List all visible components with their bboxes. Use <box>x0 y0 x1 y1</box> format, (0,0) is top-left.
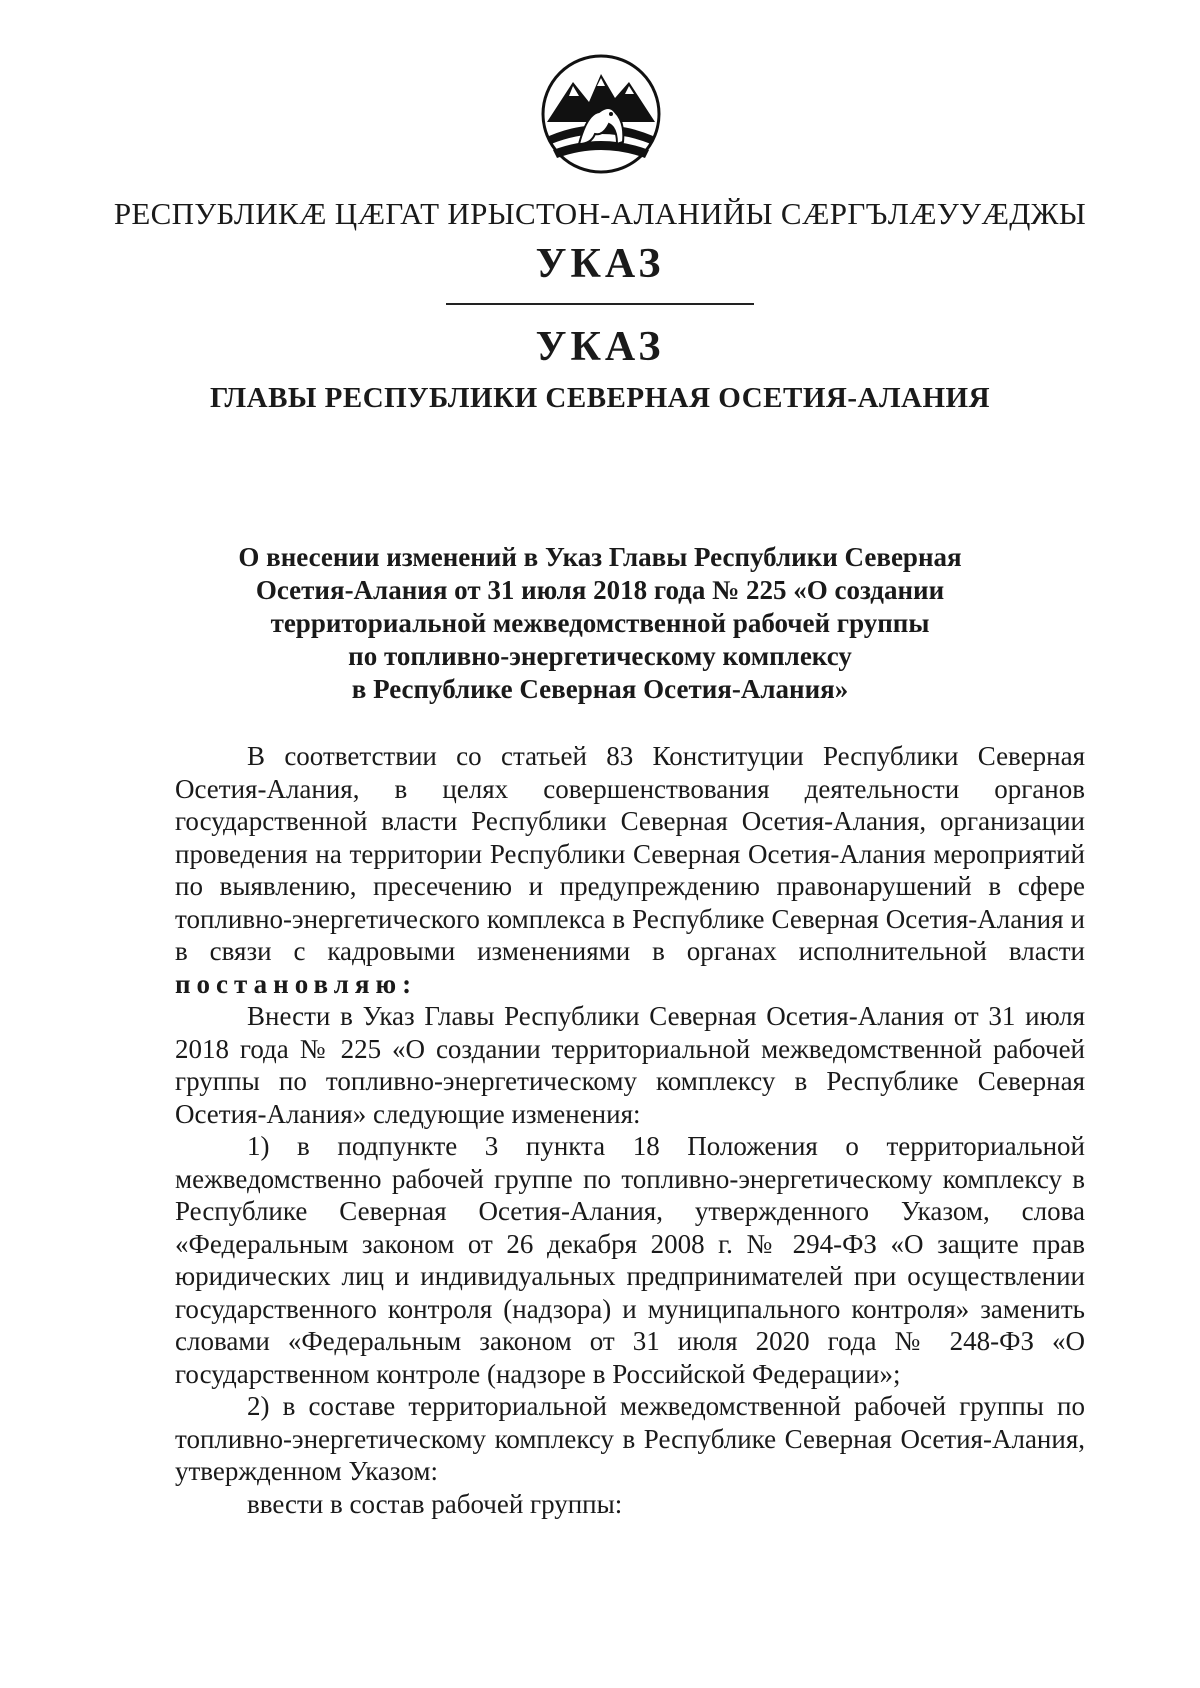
title-line: по топливно-энергетическому комплексу <box>348 641 852 671</box>
ossetian-header: РЕСПУБЛИКÆ ЦÆГАТ ИРЫСТОН-АЛАНИЙЫ СÆРГЪЛÆУУÆДЖЫ <box>113 196 1087 231</box>
title-line: территориальной межведомственной рабочей группы <box>270 608 930 638</box>
ukaz-title-ossetian: УКАЗ <box>535 241 665 287</box>
body-paragraph: Внести в Указ Главы Республики Северная Осетия-Алания от 31 июля 2018 года № 225 «О создании территориальной межведомственной рабочей группы по топливно-энергетическому комплексу в Республике Северная Осетия-Алания» следующие изменения: <box>175 1001 1085 1129</box>
title-line: в Республике Северная Осетия-Алания» <box>351 674 849 704</box>
title-line: О внесении изменений в Указ Главы Республики Северная <box>238 542 962 572</box>
body-paragraph: ввести в состав рабочей группы: <box>247 1488 623 1519</box>
preamble-text: В соответствии со статьей 83 Конституции Республики Северная Осетия-Алания, в целях совершенствования деятельности органов государственной власти Республики Северная Осетия-Алания, организации проведения на территории Республики Северная Осетия-Алания мероприятий по выявлению, пресечению и предупреждению правонарушений в сфере топливно-энергетического комплекса в Республике Северная Осетия-Алания и в связи с кадровыми изменениями в органах исполнительной власти <box>175 741 1085 966</box>
decree-body <box>175 740 1085 1520</box>
preamble-paragraph <box>175 740 1085 1000</box>
decree-word: постановляю: <box>175 968 418 999</box>
coat-of-arms-icon <box>539 52 663 176</box>
body-paragraph: 2) в составе территориальной межведомственной рабочей группы по топливно-энергетическому комплексу в Республике Северная Осетия-Алания, утвержденном Указом: <box>175 1391 1085 1486</box>
title-line: Осетия-Алания от 31 июля 2018 года № 225 «О создании <box>255 575 945 605</box>
body-paragraph: 1) в подпункте 3 пункта 18 Положения о территориальной межведомственно рабочей группе по топливно-энергетическому комплексу в Республике Северная Осетия-Алания, утвержденного Указом, слова «Федеральным законом от 26 декабря 2008 г. № 294-ФЗ «О защите прав юридических лиц и индивидуальных предпринимателей при осуществлении государственного контроля (надзора) и муниципального контроля» заменить словами «Федеральным законом от 31 июля 2020 года № 248-ФЗ «О государственном контроле (надзоре в Российской Федерации»; <box>175 1131 1085 1389</box>
header-divider <box>446 303 754 305</box>
russian-header: ГЛАВЫ РЕСПУБЛИКИ СЕВЕРНАЯ ОСЕТИЯ-АЛАНИЯ <box>209 382 991 414</box>
decree-title <box>200 541 1000 706</box>
ukaz-title-russian: УКАЗ <box>535 324 665 370</box>
